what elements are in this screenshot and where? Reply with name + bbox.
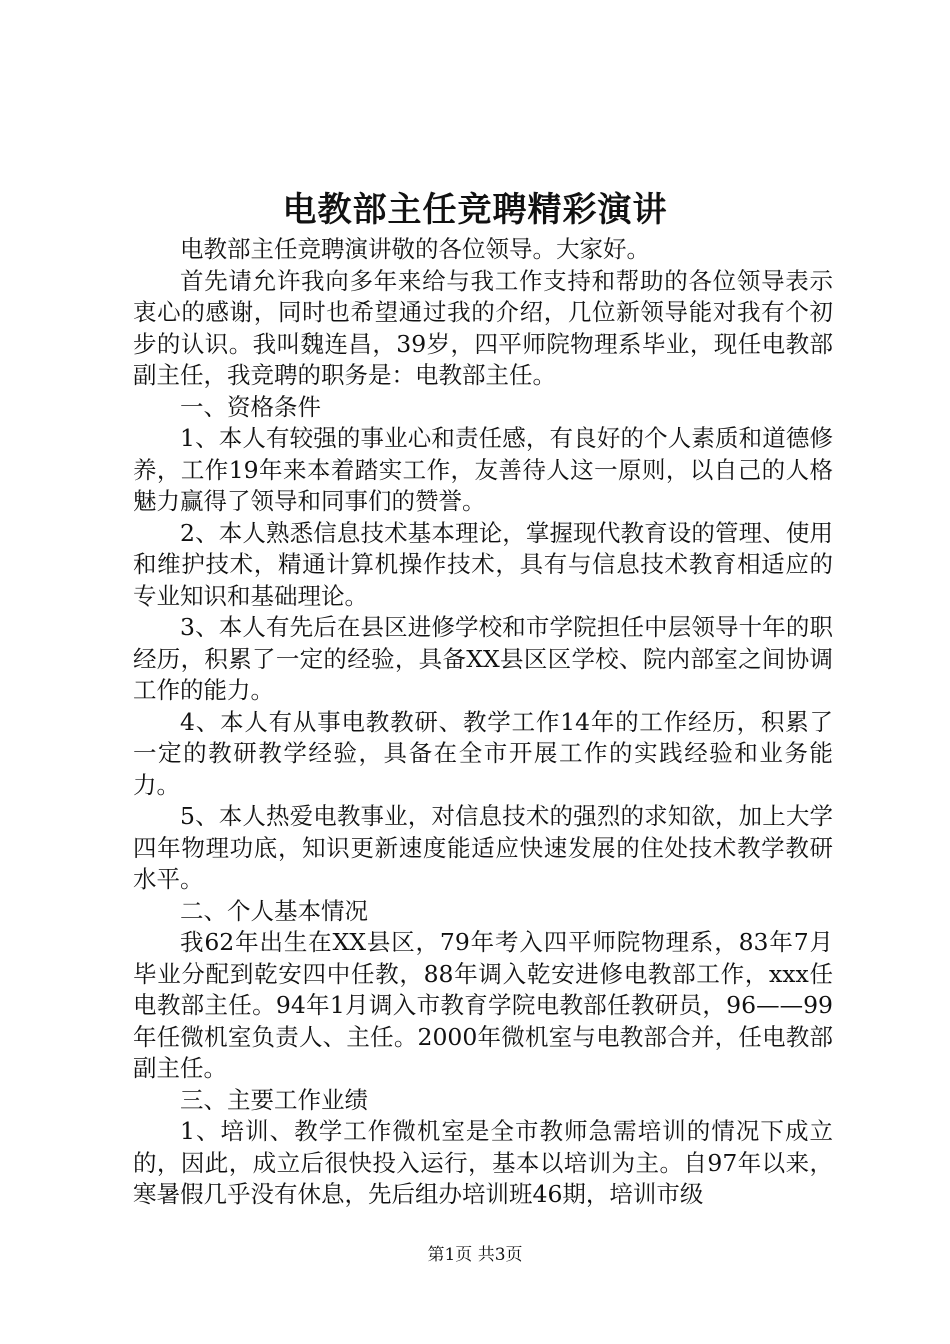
document-body — [133, 234, 833, 1211]
page-number-footer: 第1页 共3页 — [427, 1245, 523, 1265]
paragraph-achievement-1: 1、培训、教学工作微机室是全市教师急需培训的情况下成立的，因此，成立后很快投入运行，基本以培训为主。自97年以来，寒暑假几乎没有休息，先后组办培训班46期，培训市级 — [133, 1117, 833, 1208]
paragraph-qualification-4: 4、本人有从事电教教研、教学工作14年的工作经历，积累了一定的教研教学经验，具备在全市开展工作的实践经验和业务能力。 — [133, 707, 833, 799]
section-heading-personal-info: 二、个人基本情况 — [180, 896, 368, 925]
paragraph-qualification-5: 5、本人热爱电教事业，对信息技术的强烈的求知欲，加上大学四年物理功底，知识更新速度能适应快速发展的住处技术教学教研水平。 — [133, 802, 833, 893]
paragraph-introduction: 首先请允许我向多年来给与我工作支持和帮助的各位领导表示衷心的感谢，同时也希望通过我的介绍，几位新领导能对我有个初步的认识。我叫魏连昌，39岁，四平师院物理系毕业，现任电教部副主任，我竞聘的职务是：电教部主任。 — [133, 266, 833, 389]
paragraph-qualification-2: 2、本人熟悉信息技术基本理论，掌握现代教育设的管理、使用和维护技术，精通计算机操作技术，具有与信息技术教育相适应的专业知识和基础理论。 — [133, 518, 833, 610]
paragraph-qualification-3: 3、本人有先后在县区进修学校和市学院担任中层领导十年的职经历，积累了一定的经验，具备XX县区区学校、院内部室之间协调工作的能力。 — [133, 613, 833, 704]
paragraph-qualification-1: 1、本人有较强的事业心和责任感，有良好的个人素质和道德修养，工作19年来本着踏实工作，友善待人这一原则，以自己的人格魅力赢得了领导和同事们的赞誉。 — [133, 424, 833, 515]
section-heading-achievements: 三、主要工作业绩 — [180, 1085, 368, 1114]
section-heading-qualifications: 一、资格条件 — [180, 392, 321, 421]
paragraph-personal-info: 我62年出生在XX县区，79年考入四平师院物理系，83年7月毕业分配到乾安四中任教，88年调入乾安进修电教部工作，xxx任电教部主任。94年1月调入市教育学院电教部任教研员，96——99年任微机室负责人、主任。2000年微机室与电教部合并，任电教部副主任。 — [133, 928, 833, 1082]
page-title: 电教部主任竞聘精彩演讲 — [282, 190, 668, 230]
paragraph-greeting: 电教部主任竞聘演讲敬的各位领导。大家好。 — [180, 235, 650, 263]
